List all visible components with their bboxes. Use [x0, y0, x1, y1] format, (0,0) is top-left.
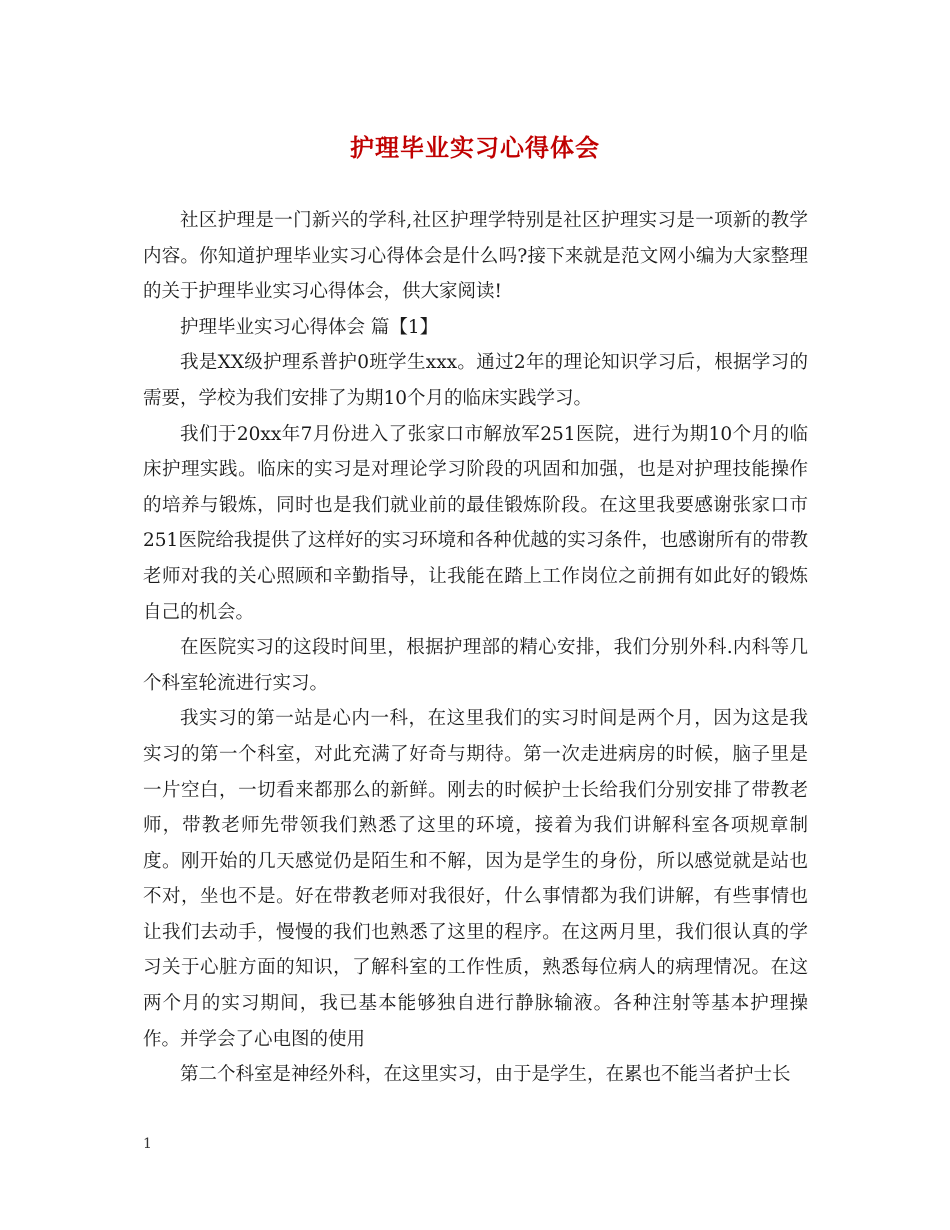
paragraph: 我是XX级护理系普护0班学生xxx。通过2年的理论知识学习后，根据学习的需要，学校为我们安排了为期10个月的临床实践学习。: [143, 352, 808, 409]
paragraph: 在医院实习的这段时间里，根据护理部的精心安排，我们分别外科.内科等几个科室轮流进行实习。: [143, 637, 808, 694]
paragraph: 我们于20xx年7月份进入了张家口市解放军251医院，进行为期10个月的临床护理实践。临床的实习是对理论学习阶段的巩固和加强，也是对护理技能操作的培养与锻炼，同时也是我们就业前的最佳锻炼阶段。在这里我要感谢张家口市251医院给我提供了这样好的实习环境和各种优越的实习条件，也感谢所有的带教老师对我的关心照顾和辛勤指导，让我能在踏上工作岗位之前拥有如此好的锻炼自己的机会。: [143, 423, 809, 623]
paragraph: 我实习的第一站是心内一科，在这里我们的实习时间是两个月，因为这是我实习的第一个科室，对此充满了好奇与期待。第一次走进病房的时候，脑子里是一片空白，一切看来都那么的新鲜。刚去的时候护士长给我们分别安排了带教老师，带教老师先带领我们熟悉了这里的环境，接着为我们讲解科室各项规章制度。刚开始的几天感觉仍是陌生和不解，因为是学生的身份，所以感觉就是站也不对，坐也不是。好在带教老师对我很好，什么事情都为我们讲解，有些事情也让我们去动手，慢慢的我们也熟悉了这里的程序。在这两月里，我们很认真的学习关于心脏方面的知识，了解科室的工作性质，熟悉每位病人的病理情况。在这两个月的实习期间，我已基本能够独自进行静脉输液。各种注射等基本护理操作。并学会了心电图的使用: [143, 708, 808, 1050]
document-title: 护理毕业实习心得体会: [350, 133, 600, 162]
paragraph: 第二个科室是神经外科，在这里实习，由于是学生，在累也不能当者护士长: [180, 1064, 791, 1086]
section-heading: 护理毕业实习心得体会 篇【1】: [180, 316, 439, 338]
document-body: [143, 203, 808, 1093]
paragraph-intro: 社区护理是一门新兴的学科,社区护理学特别是社区护理实习是一项新的教学内容。你知道护理毕业实习心得体会是什么吗?接下来就是范文网小编为大家整理的关于护理毕业实习心得体会，供大家阅读!: [143, 210, 808, 303]
page-number: 1: [143, 1136, 152, 1152]
